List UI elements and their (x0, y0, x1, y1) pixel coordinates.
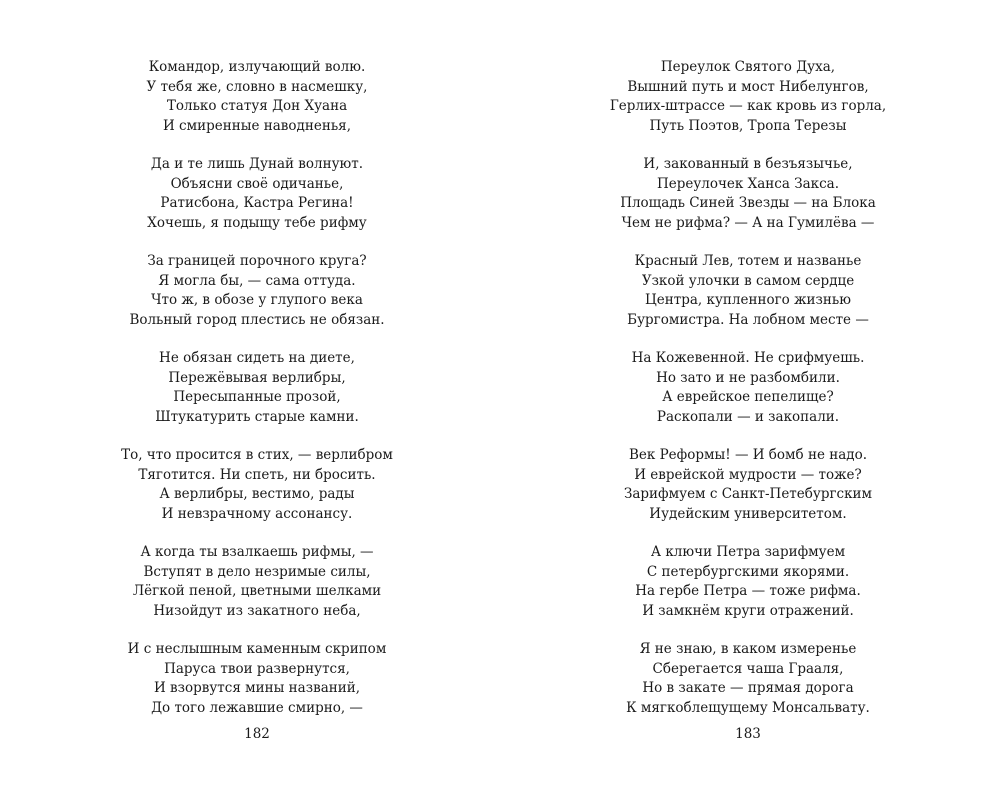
verse-line: И, закованный в безъязычье, (643, 156, 853, 172)
verse-line: Низойдут из закатного неба, (153, 602, 361, 619)
verse-line: Пересыпанные прозой, (173, 389, 341, 405)
stanza (548, 446, 948, 524)
verse-line: На Кожевенной. Не срифмуешь. (631, 350, 865, 366)
verse-line: Ратисбона, Кастра Регина! (160, 195, 354, 211)
verse-line: Узкой улочки в самом сердце (641, 272, 855, 289)
stanza (548, 349, 948, 427)
verse-line: А верлибры, вестимо, рады (159, 486, 355, 502)
verse-line: До того лежавшие смирно, — (151, 699, 363, 716)
verse-line: И невзрачному ассонансу. (161, 505, 353, 522)
stanza (548, 543, 948, 621)
page-number-left: 182 (244, 726, 270, 742)
stanza (57, 155, 457, 233)
verse-line: Паруса твои развернутся, (164, 660, 350, 677)
verse-line: Герлих-штрассе — как кровь из горла, (609, 98, 887, 114)
verse-line: Штукатурить старые камни. (155, 408, 359, 425)
verse-line: Зарифмуем с Санкт-Петебургским (623, 486, 873, 502)
verse-line: И смиренные наводненья, (162, 117, 351, 134)
verse-line: То, что просится в стих, — верлибром (121, 447, 393, 463)
verse-line: А еврейское пепелище? (662, 389, 834, 405)
verse-line: Пережёвывая верлибры, (168, 369, 346, 386)
verse-line: И замкнём круги отражений. (642, 602, 854, 619)
verse-line: Центра, купленного жизнью (645, 292, 851, 308)
stanza (57, 58, 457, 136)
verse-line: Путь Поэтов, Тропа Терезы (649, 117, 847, 134)
verse-line: Вступят в дело незримые силы, (143, 563, 371, 580)
left-page-poem (57, 58, 457, 737)
verse-line: И с неслышным каменным скрипом (127, 641, 387, 657)
verse-line: Командор, излучающий волю. (148, 59, 366, 75)
verse-line: На гербе Петра — тоже рифма. (635, 583, 861, 599)
verse-line: Я не знаю, в каком измеренье (639, 641, 857, 657)
stanza (548, 58, 948, 136)
verse-line: Бургомистра. На лобном месте — (627, 311, 869, 328)
verse-line: Иудейским университетом. (649, 505, 847, 522)
verse-line: Не обязан сидеть на диете, (159, 350, 355, 366)
verse-line: Лёгкой пеной, цветными шелками (132, 583, 382, 599)
verse-line: С петербургскими якорями. (646, 563, 850, 580)
verse-line: Только статуя Дон Хуана (166, 98, 348, 114)
verse-line: Вольный город плестись не обязан. (129, 311, 385, 328)
verse-line: Красный Лев, тотем и названье (634, 253, 862, 269)
verse-line: У тебя же, словно в насмешку, (146, 78, 368, 95)
verse-line: Но зато и не разбомбили. (656, 369, 840, 386)
verse-line: Тяготится. Ни спеть, ни бросить. (138, 466, 376, 483)
stanza (57, 446, 457, 524)
verse-line: Что ж, в обозе у глупого века (151, 292, 363, 308)
stanza (548, 252, 948, 330)
stanza (57, 252, 457, 330)
verse-line: Да и те лишь Дунай волнуют. (150, 156, 364, 172)
verse-line: Чем не рифма? — А на Гумилёва — (621, 214, 875, 231)
verse-line: Переулочек Ханса Закса. (656, 175, 840, 192)
verse-line: А ключи Петра зарифмуем (650, 544, 846, 560)
page-number-right: 183 (735, 726, 761, 742)
right-page-poem (548, 58, 948, 737)
verse-line: Площадь Синей Звезды — на Блока (620, 195, 876, 211)
verse-line: А когда ты взалкаешь рифмы, — (140, 544, 374, 560)
stanza (57, 349, 457, 427)
verse-line: Вышний путь и мост Нибелунгов, (627, 78, 869, 95)
verse-line: Раскопали — и закопали. (656, 408, 840, 425)
verse-line: Век Реформы! — И бомб не надо. (628, 447, 868, 463)
verse-line: Переулок Святого Духа, (660, 59, 836, 75)
verse-line: Сберегается чаша Грааля, (652, 660, 844, 677)
verse-line: Объясни своё одичанье, (170, 175, 344, 192)
verse-line: За границей порочного круга? (147, 253, 367, 269)
verse-line: Я могла бы, — сама оттуда. (158, 272, 356, 289)
stanza (57, 543, 457, 621)
stanza (548, 640, 948, 718)
verse-line: К мягкоблещущему Монсальвату. (626, 699, 870, 716)
verse-line: И взорвутся мины названий, (153, 680, 361, 696)
verse-line: Хочешь, я подыщу тебе рифму (147, 214, 367, 231)
stanza (548, 155, 948, 233)
stanza (57, 640, 457, 718)
verse-line: И еврейской мудрости — тоже? (634, 466, 862, 483)
verse-line: Но в закате — прямая дорога (642, 680, 854, 696)
